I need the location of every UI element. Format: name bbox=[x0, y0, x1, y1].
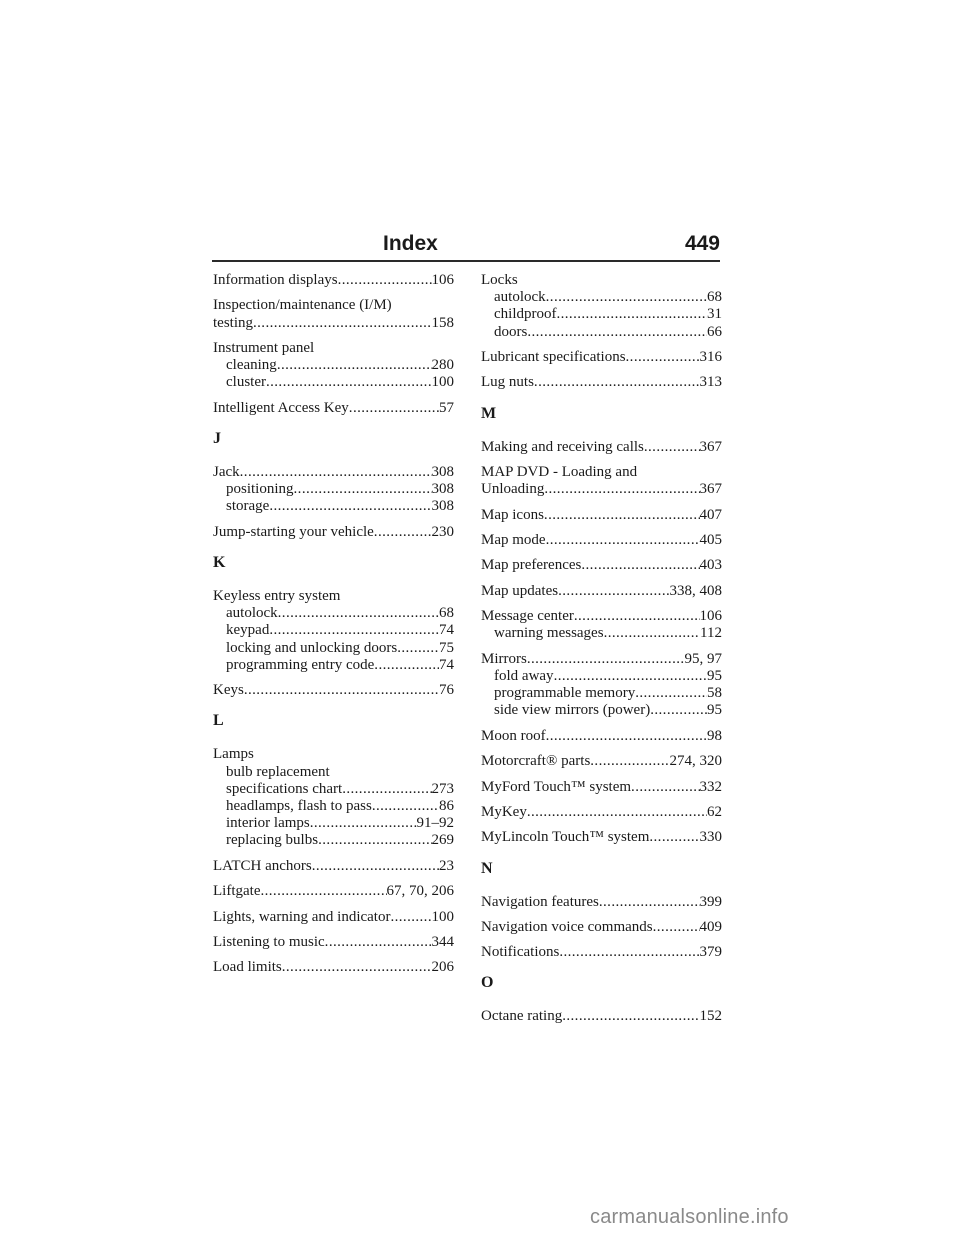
index-term-text: Map preferences bbox=[481, 557, 582, 574]
index-page-ref: 31 bbox=[707, 306, 722, 323]
index-subentry bbox=[213, 798, 454, 815]
index-term-text: bulb replacement bbox=[226, 763, 330, 780]
index-term-text: Navigation voice commands bbox=[481, 918, 653, 935]
index-entry bbox=[213, 524, 454, 541]
index-page-ref: 367 bbox=[699, 438, 722, 455]
dot-leader bbox=[266, 374, 432, 391]
index-entry bbox=[481, 349, 722, 366]
index-term-text: Mirrors bbox=[481, 650, 527, 667]
dot-leader bbox=[269, 622, 439, 639]
index-page-ref: 330 bbox=[699, 829, 722, 846]
index-entry bbox=[481, 753, 722, 770]
dot-leader bbox=[527, 651, 685, 668]
index-entry bbox=[213, 340, 454, 392]
index-page-ref: 206 bbox=[431, 959, 454, 976]
index-term bbox=[213, 315, 454, 332]
index-subentry bbox=[481, 324, 722, 341]
index-subentry bbox=[213, 498, 454, 515]
index-term bbox=[481, 651, 722, 668]
dot-leader bbox=[546, 289, 707, 306]
dot-leader bbox=[244, 682, 439, 699]
index-page-ref: 152 bbox=[699, 1008, 722, 1025]
index-page-ref: 158 bbox=[431, 314, 454, 331]
index-page-ref: 403 bbox=[699, 557, 722, 574]
dot-leader bbox=[240, 464, 432, 481]
section-title: Index bbox=[383, 232, 438, 255]
index-entry bbox=[481, 583, 722, 600]
index-page-ref: 76 bbox=[439, 682, 454, 699]
index-page-ref: 95 bbox=[707, 702, 722, 719]
index-term bbox=[481, 583, 722, 600]
index-entry bbox=[213, 272, 454, 289]
index-term bbox=[481, 374, 722, 391]
index-term bbox=[213, 400, 454, 417]
index-page-ref: 338, 408 bbox=[669, 582, 722, 599]
index-page-ref: 86 bbox=[439, 798, 454, 814]
index-term-text: autolock bbox=[494, 289, 546, 306]
index-page-ref: 100 bbox=[431, 374, 454, 391]
index-term-text: Lamps bbox=[213, 746, 254, 763]
dot-leader bbox=[282, 959, 432, 976]
dot-leader bbox=[310, 815, 417, 832]
index-term-text: Map icons bbox=[481, 506, 544, 523]
dot-leader bbox=[374, 524, 432, 541]
index-term-text: MAP DVD - Loading and bbox=[481, 463, 638, 480]
dot-leader bbox=[338, 272, 432, 289]
index-term-text: Instrument panel bbox=[213, 339, 315, 356]
index-term-text: LATCH anchors bbox=[213, 857, 312, 874]
index-page-ref: 57 bbox=[439, 399, 454, 416]
index-term-text: fold away bbox=[494, 667, 554, 684]
index-term-text: specifications chart bbox=[226, 780, 343, 797]
index-entry bbox=[481, 779, 722, 796]
index-entry bbox=[213, 588, 454, 674]
dot-leader bbox=[277, 357, 432, 374]
index-entry bbox=[213, 297, 454, 331]
index-page-ref: 269 bbox=[431, 832, 454, 849]
index-term bbox=[481, 557, 722, 574]
index-term bbox=[481, 507, 722, 524]
index-term bbox=[481, 608, 722, 625]
index-entry bbox=[481, 464, 722, 498]
index-column-left bbox=[213, 272, 454, 985]
dot-leader bbox=[604, 625, 700, 642]
index-page-ref: 280 bbox=[431, 357, 454, 374]
index-entry bbox=[481, 919, 722, 936]
index-term-text: Moon roof bbox=[481, 727, 546, 744]
index-term bbox=[213, 883, 454, 900]
index-page-ref: 316 bbox=[699, 349, 722, 365]
index-letter-heading: O bbox=[481, 974, 494, 992]
dot-leader bbox=[325, 934, 432, 951]
index-entry bbox=[213, 746, 454, 849]
index-term bbox=[481, 464, 722, 481]
index-page-ref: 308 bbox=[431, 463, 454, 480]
dot-leader bbox=[574, 608, 700, 625]
index-page-ref: 409 bbox=[699, 918, 722, 935]
index-page-ref: 75 bbox=[439, 639, 454, 656]
index-term-text: Information displays bbox=[213, 272, 338, 288]
index-page-ref: 379 bbox=[699, 944, 722, 961]
index-term bbox=[481, 1008, 722, 1025]
dot-leader bbox=[397, 640, 439, 657]
index-entry bbox=[213, 959, 454, 976]
index-term bbox=[213, 746, 454, 763]
index-term bbox=[481, 753, 722, 770]
index-term-text: Jump-starting your vehicle bbox=[213, 523, 374, 540]
index-term bbox=[481, 532, 722, 549]
index-subentry bbox=[213, 605, 454, 622]
index-entry bbox=[481, 532, 722, 549]
index-entry bbox=[481, 507, 722, 524]
index-term bbox=[481, 829, 722, 846]
dot-leader bbox=[556, 306, 707, 323]
dot-leader bbox=[626, 349, 700, 366]
dot-leader bbox=[294, 481, 432, 498]
index-subentry bbox=[213, 640, 454, 657]
index-subentry bbox=[481, 289, 722, 306]
dot-leader bbox=[562, 1008, 699, 1025]
index-term-text: Inspection/maintenance (I/M) bbox=[213, 297, 392, 314]
index-entry bbox=[481, 272, 722, 341]
index-term-text: Map updates bbox=[481, 582, 559, 599]
index-entry bbox=[213, 464, 454, 516]
dot-leader bbox=[527, 804, 707, 821]
index-term bbox=[481, 728, 722, 745]
index-term-text: Motorcraft® parts bbox=[481, 753, 591, 770]
dot-leader bbox=[534, 374, 700, 391]
index-entry bbox=[481, 439, 722, 456]
index-term-text: Lug nuts bbox=[481, 374, 534, 391]
index-entry bbox=[481, 557, 722, 574]
index-subentry bbox=[213, 357, 454, 374]
index-term-text: Locks bbox=[481, 272, 518, 288]
index-term-text: interior lamps bbox=[226, 815, 310, 832]
index-term bbox=[481, 272, 722, 289]
index-subentry bbox=[213, 781, 454, 798]
index-entry bbox=[213, 883, 454, 900]
index-subentry bbox=[213, 622, 454, 639]
dot-leader bbox=[649, 829, 699, 846]
index-term-text: childproof bbox=[494, 306, 557, 323]
index-column-right bbox=[481, 272, 722, 1034]
index-term bbox=[213, 934, 454, 951]
index-page-ref: 66 bbox=[707, 323, 722, 340]
index-term-text: Message center bbox=[481, 608, 574, 625]
index-term-text: programming entry code bbox=[226, 656, 375, 673]
index-term-text: Map mode bbox=[481, 531, 546, 548]
index-page-ref: 62 bbox=[707, 803, 722, 820]
index-page-ref: 68 bbox=[707, 289, 722, 306]
index-entry bbox=[481, 894, 722, 911]
index-page-ref: 313 bbox=[699, 374, 722, 391]
index-page-ref: 74 bbox=[439, 656, 454, 673]
index-term-text: locking and unlocking doors bbox=[226, 639, 398, 656]
index-page-ref: 68 bbox=[439, 605, 454, 622]
index-page-ref: 98 bbox=[707, 727, 722, 744]
index-term-text: Keys bbox=[213, 682, 244, 699]
index-term bbox=[481, 481, 722, 498]
index-term bbox=[481, 349, 722, 366]
index-entry bbox=[481, 608, 722, 642]
dot-leader bbox=[312, 858, 439, 875]
index-letter-heading: M bbox=[481, 404, 497, 422]
index-term bbox=[213, 524, 454, 541]
dot-leader bbox=[558, 583, 669, 600]
index-entry bbox=[213, 934, 454, 951]
dot-leader bbox=[590, 753, 669, 770]
index-term bbox=[213, 297, 454, 314]
dot-leader bbox=[253, 315, 432, 332]
index-page-ref: 367 bbox=[699, 481, 722, 498]
dot-leader bbox=[631, 779, 699, 796]
index-subentry bbox=[481, 625, 722, 642]
dot-leader bbox=[581, 557, 699, 574]
index-subentry bbox=[481, 685, 722, 702]
dot-leader bbox=[374, 657, 439, 674]
index-term-text: programmable memory bbox=[494, 685, 636, 702]
index-page-ref: 95 bbox=[707, 667, 722, 684]
index-term bbox=[213, 682, 454, 699]
dot-leader bbox=[390, 909, 431, 926]
index-page-ref: 230 bbox=[431, 523, 454, 540]
index-term bbox=[213, 858, 454, 875]
dot-leader bbox=[599, 894, 700, 911]
index-subentry bbox=[481, 702, 722, 719]
index-term-text: doors bbox=[494, 323, 528, 340]
index-subentry bbox=[213, 832, 454, 849]
index-subentry bbox=[213, 481, 454, 498]
index-term bbox=[481, 779, 722, 796]
index-subentry bbox=[213, 815, 454, 832]
index-entry bbox=[481, 651, 722, 720]
dot-leader bbox=[260, 883, 386, 900]
index-subentry bbox=[213, 764, 454, 781]
index-entry bbox=[481, 374, 722, 391]
index-term-text: Lights, warning and indicator bbox=[213, 908, 391, 925]
index-page-ref: 95, 97 bbox=[684, 650, 722, 667]
index-term-text: side view mirrors (power) bbox=[494, 702, 651, 719]
index-entry bbox=[481, 728, 722, 745]
index-letter-heading: N bbox=[481, 859, 493, 877]
index-page-ref: 405 bbox=[699, 531, 722, 548]
index-subentry bbox=[213, 657, 454, 674]
index-term bbox=[481, 894, 722, 911]
page-header bbox=[212, 230, 720, 262]
index-entry bbox=[481, 804, 722, 821]
index-page-ref: 106 bbox=[431, 272, 454, 288]
dot-leader bbox=[559, 944, 699, 961]
index-subentry bbox=[481, 306, 722, 323]
index-term-text: replacing bulbs bbox=[226, 832, 319, 849]
index-term bbox=[213, 340, 454, 357]
index-term-text: Listening to music bbox=[213, 933, 325, 950]
index-subentry bbox=[481, 668, 722, 685]
index-page-ref: 332 bbox=[699, 778, 722, 795]
index-page-ref: 308 bbox=[431, 481, 454, 498]
index-term-text: positioning bbox=[226, 481, 294, 498]
index-term-text: MyLincoln Touch™ system bbox=[481, 829, 650, 846]
index-term-text: Notifications bbox=[481, 944, 560, 961]
index-term-text: Intelligent Access Key bbox=[213, 399, 349, 416]
index-entry bbox=[213, 682, 454, 699]
dot-leader bbox=[318, 832, 431, 849]
dot-leader bbox=[546, 728, 707, 745]
index-term-text: keypad bbox=[226, 622, 270, 639]
index-term-text: Lubricant specifications bbox=[481, 349, 626, 365]
dot-leader bbox=[278, 605, 439, 622]
index-term-text: headlamps, flash to pass bbox=[226, 798, 372, 814]
index-term bbox=[481, 944, 722, 961]
index-page-ref: 273 bbox=[431, 780, 454, 797]
index-letter-heading: J bbox=[213, 429, 221, 447]
index-page-ref: 344 bbox=[431, 933, 454, 950]
dot-leader bbox=[650, 702, 707, 719]
index-term-text: cleaning bbox=[226, 357, 277, 374]
index-term-text: Keyless entry system bbox=[213, 587, 341, 604]
dot-leader bbox=[644, 439, 700, 456]
index-term-text: Liftgate bbox=[213, 883, 261, 900]
index-term bbox=[481, 919, 722, 936]
dot-leader bbox=[527, 324, 707, 341]
index-page-ref: 308 bbox=[431, 498, 454, 515]
index-term bbox=[213, 909, 454, 926]
index-term bbox=[213, 959, 454, 976]
index-page-ref: 91–92 bbox=[416, 815, 454, 832]
index-term bbox=[213, 272, 454, 289]
index-page-ref: 67, 70, 206 bbox=[386, 883, 454, 900]
index-entry bbox=[213, 909, 454, 926]
page-number: 449 bbox=[684, 232, 720, 255]
index-page-ref: 407 bbox=[699, 506, 722, 523]
index-term-text: Jack bbox=[213, 463, 240, 480]
dot-leader bbox=[269, 498, 431, 515]
index-subentry bbox=[213, 374, 454, 391]
index-term bbox=[481, 439, 722, 456]
index-term bbox=[213, 588, 454, 605]
index-term-text: warning messages bbox=[494, 625, 604, 642]
index-term-text: Octane rating bbox=[481, 1008, 563, 1025]
index-term-text: Unloading bbox=[481, 481, 545, 498]
index-term bbox=[481, 804, 722, 821]
index-page-ref: 100 bbox=[431, 908, 454, 925]
index-term-text: cluster bbox=[226, 374, 266, 391]
dot-leader bbox=[653, 919, 700, 936]
dot-leader bbox=[554, 668, 707, 685]
dot-leader bbox=[544, 481, 699, 498]
index-term-text: autolock bbox=[226, 605, 278, 622]
index-entry bbox=[481, 1008, 722, 1025]
index-letter-heading: K bbox=[213, 553, 226, 571]
index-term-text: Making and receiving calls bbox=[481, 438, 644, 455]
index-page-ref: 58 bbox=[707, 685, 722, 702]
index-page-ref: 274, 320 bbox=[669, 753, 722, 770]
index-term-text: storage bbox=[226, 498, 270, 515]
dot-leader bbox=[342, 781, 431, 798]
index-page-ref: 112 bbox=[700, 625, 722, 642]
dot-leader bbox=[372, 798, 439, 815]
index-term-text: Load limits bbox=[213, 959, 282, 976]
index-term-text: MyKey bbox=[481, 803, 527, 820]
dot-leader bbox=[544, 507, 700, 524]
index-entry bbox=[481, 944, 722, 961]
dot-leader bbox=[635, 685, 707, 702]
index-entry bbox=[481, 829, 722, 846]
index-entry bbox=[213, 858, 454, 875]
watermark: carmanualsonline.info bbox=[590, 1206, 789, 1228]
index-term-text: Navigation features bbox=[481, 893, 599, 910]
index-entry bbox=[213, 400, 454, 417]
index-page-ref: 399 bbox=[699, 893, 722, 910]
index-page-ref: 74 bbox=[439, 622, 454, 639]
index-page-ref: 23 bbox=[439, 857, 454, 874]
index-letter-heading: L bbox=[213, 712, 224, 730]
index-page-ref: 106 bbox=[699, 608, 722, 625]
index-term bbox=[213, 464, 454, 481]
dot-leader bbox=[349, 400, 439, 417]
index-term-text: MyFord Touch™ system bbox=[481, 778, 632, 795]
dot-leader bbox=[546, 532, 700, 549]
index-term-text: testing bbox=[213, 314, 253, 331]
